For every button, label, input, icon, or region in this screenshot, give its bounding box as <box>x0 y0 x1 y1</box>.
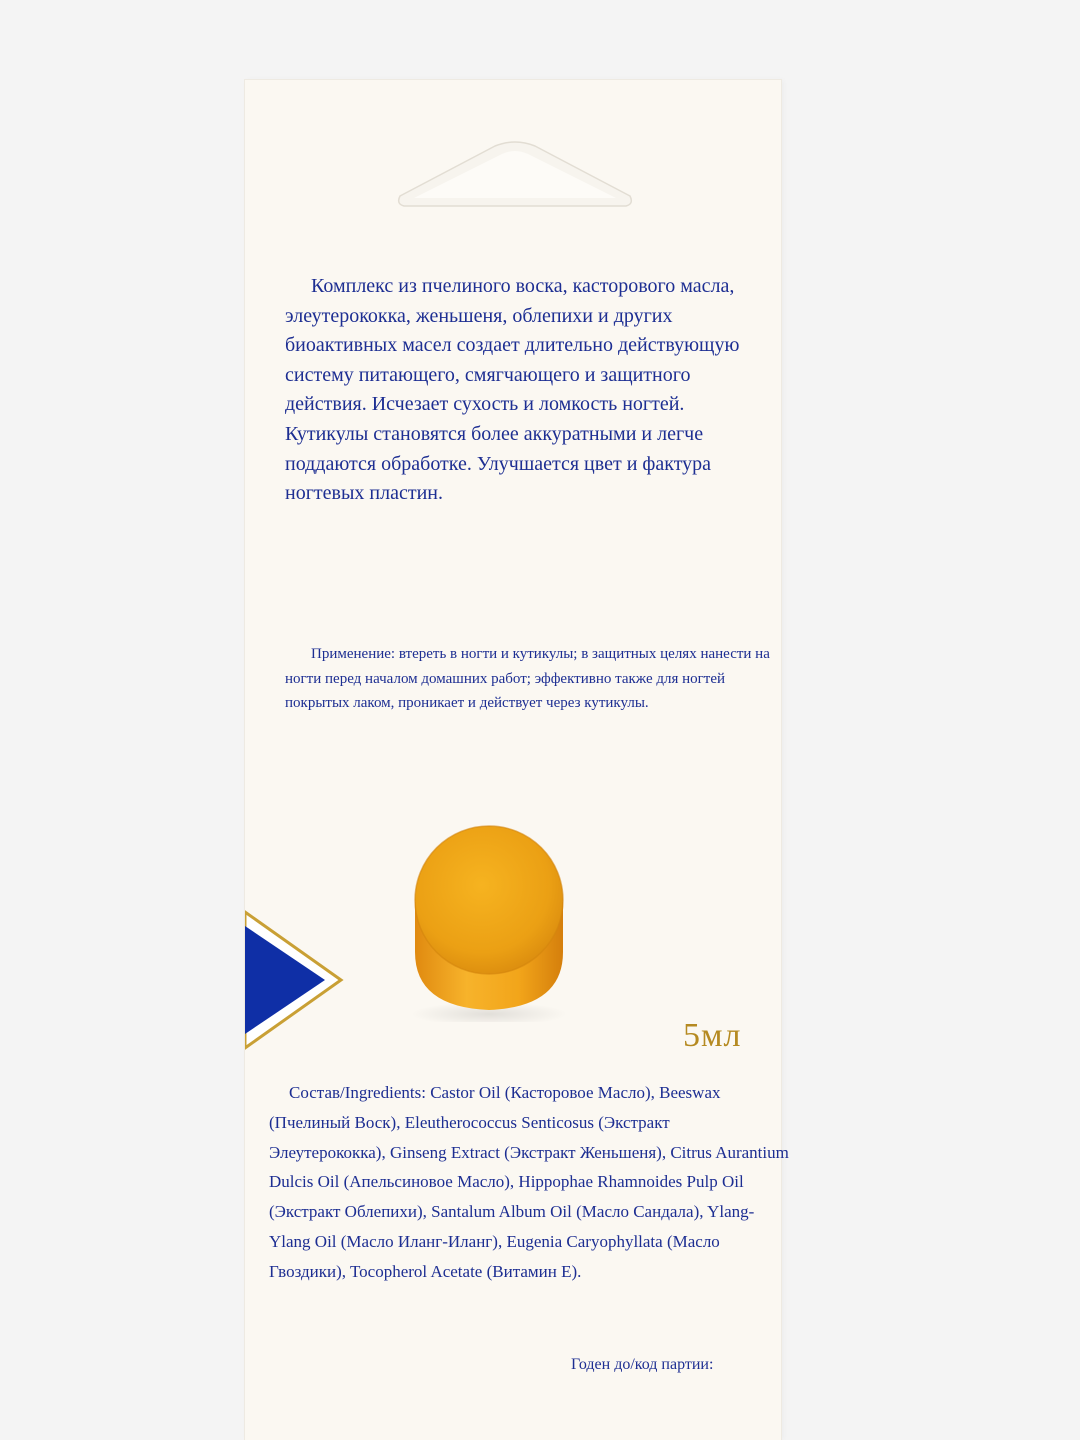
diamond-emblem-icon <box>245 910 345 1050</box>
best-before-label: Годен до/код партии: <box>571 1356 714 1373</box>
usage-instructions: Применение: втереть в ногти и кутикулы; в защитных целях нанести на ногти перед началом домашних работ; эффективно также для ногтей покрытых лаком, проникает и действует через кутикулы. <box>285 646 770 711</box>
volume-label: 5мл <box>683 1017 742 1054</box>
hang-hole-icon <box>390 140 640 210</box>
bottle-cap-icon <box>407 822 567 1022</box>
product-description: Комплекс из пчелиного воска, касторового масла, элеутерококка, женьшеня, облепихи и других биоактивных масел создает длительно действующую систему питающего, смягчающего и защитного действия. Исчезает сухость и ломкость ногтей. Кутикулы становятся более аккуратными и легче поддаются обработке. Улучшается цвет и фактура ногтевых пластин. <box>285 275 740 505</box>
ingredients-list: Состав/Ingredients: Castor Oil (Касторовое Масло), Beeswax (Пчелиный Воск), Eleutherococcus Senticosus (Экстракт Элеутерококка), Ginseng Extract (Экстракт Женьшеня), Citrus Aurantium Dulcis Oil (Апельсиновое Масло), Hippophae Rhamnoides Pulp Oil (Экстракт Облепихи), Santalum Album Oil (Масло Сандала), Ylang-Ylang Oil (Масло Иланг-Иланг), Eugenia Caryophyllata (Масло Гвоздики), Tocopherol Acetate (Витамин Е). <box>269 1083 789 1281</box>
product-card <box>245 80 789 1440</box>
